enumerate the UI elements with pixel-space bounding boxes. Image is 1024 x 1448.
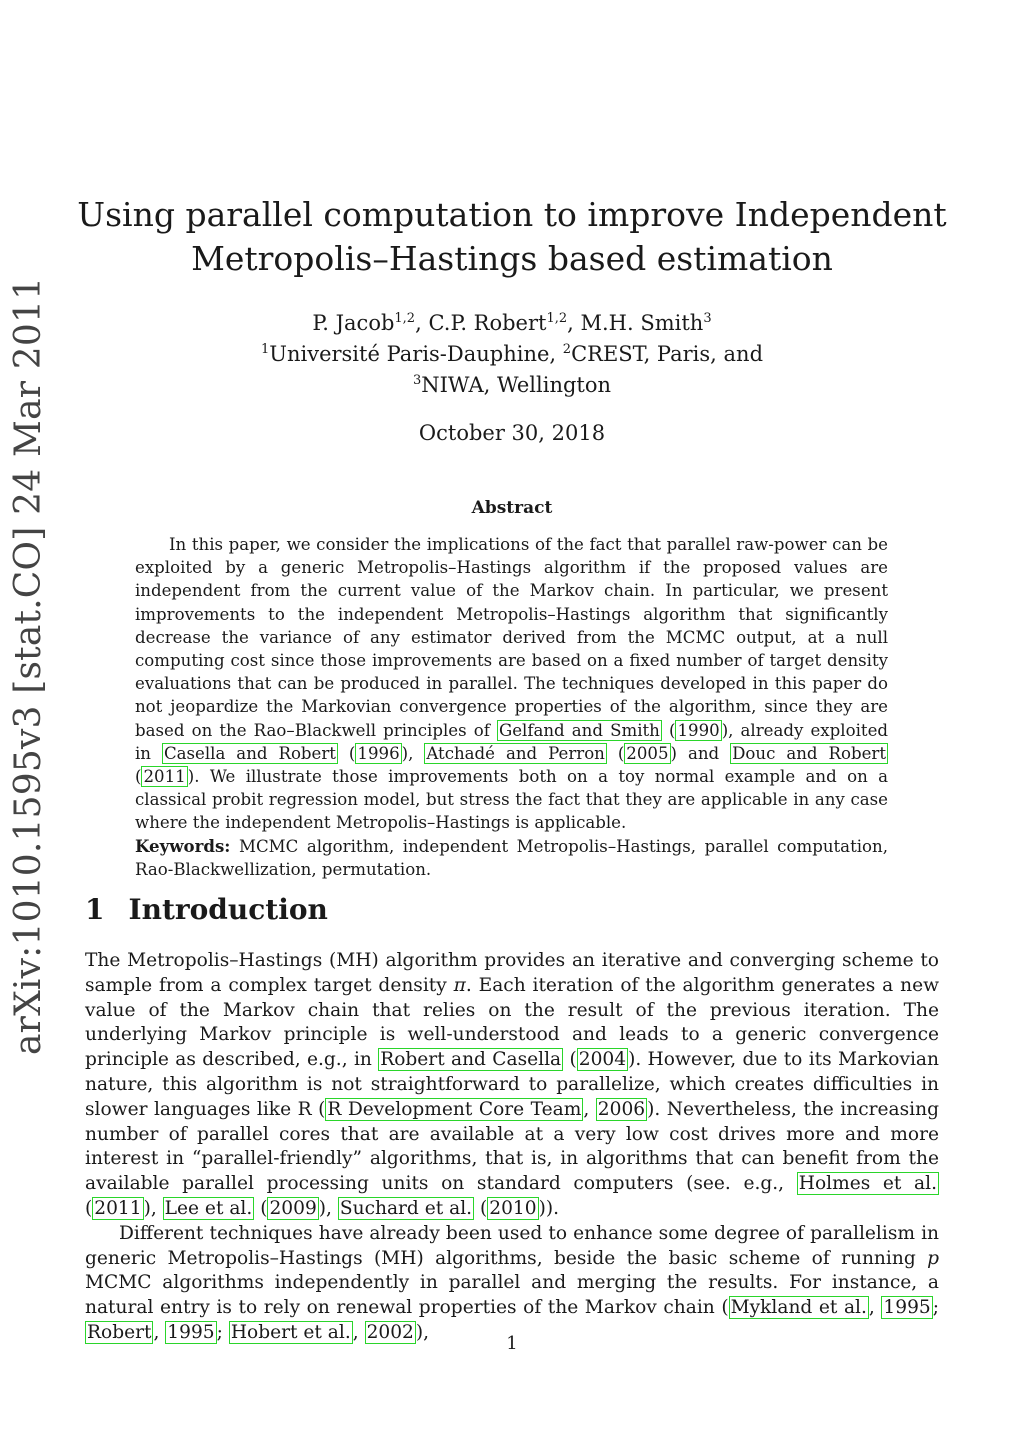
abstract-heading: Abstract <box>471 498 553 518</box>
arxiv-identifier: arXiv:1010.1595v3 [stat.CO] 24 Mar 2011 <box>8 276 49 1055</box>
citation-link[interactable]: Douc and Robert <box>732 743 886 763</box>
citation-year-link[interactable]: 1990 <box>677 720 720 740</box>
citation-link[interactable]: R Development Core Team <box>327 1098 582 1120</box>
affiliations-line-1: $^1$Université Paris-Dauphine, $^2$CREST, Paris, and <box>260 342 764 366</box>
paper-date: October 30, 2018 <box>418 421 606 445</box>
citation-year-link[interactable]: 2011 <box>143 767 186 787</box>
citation-year-link[interactable]: 2002 <box>366 1321 414 1343</box>
citation-link[interactable]: Robert <box>87 1321 152 1343</box>
paper-title-line-1: Using parallel computation to improve Independent <box>77 195 947 234</box>
abstract-body <box>135 533 888 881</box>
paper-title-line-2: Metropolis–Hastings based estimation <box>191 239 833 278</box>
citation-year-link[interactable]: 2006 <box>597 1098 646 1120</box>
intro-paragraph-2: Different techniques have already been used to enhance some degree of parallelism in generic Metropolis–Hastings (MH) algorithms, beside the basic scheme of running p MCMC algorithms independently in parallel and merging the results. For instance, a natural entry is to rely on renewal properties of the Markov chain ( Mykland et al. , 1995 ; Robert , 1995 ; Hobert et al. , 2002 ), <box>85 1222 939 1343</box>
keywords: Keywords: MCMC algorithm, independent Metropolis–Hastings, parallel computation, Rao-Blackwellization, permutation. <box>135 835 889 879</box>
citation-link[interactable]: Gelfand and Smith <box>498 720 660 740</box>
citation-link[interactable]: Lee et al. <box>164 1197 253 1219</box>
keywords-label: Keywords: <box>135 835 231 856</box>
citation-year-link[interactable]: 2011 <box>94 1197 142 1219</box>
citation-year-link[interactable]: 1996 <box>357 743 400 763</box>
author-list: P. Jacob$^{1,2}$, C.P. Robert$^{1,2}$, M.H. Smith$^3$ <box>312 311 712 335</box>
citation-year-link[interactable]: 1995 <box>883 1297 931 1319</box>
section-heading: 1 Introduction <box>85 893 328 926</box>
page-number: 1 <box>506 1333 518 1354</box>
citation-link[interactable]: Robert and Casella <box>380 1049 562 1071</box>
citation-link[interactable]: Casella and Robert <box>163 743 336 763</box>
citation-year-link[interactable]: 1995 <box>167 1321 215 1343</box>
citation-link[interactable]: Mykland et al. <box>730 1297 867 1319</box>
abstract-paragraph: In this paper, we consider the implications of the fact that parallel raw-power can be exploited by a generic Metropolis–Hastings algorithm if the proposed values are independent from the current value of the Markov chain. In particular, we present improvements to the independent Metropolis–Hastings algorithm that significantly decrease the variance of any estimator derived from the MCMC output, at a null computing cost since those improvements are based on a fixed number of target density evaluations that can be produced in parallel. The techniques developed in this paper do not jeopardize the Markovian convergence properties of the algorithm, since they are based on the Rao–Blackwell principles of Gelfand and Smith ( 1990 ), already exploited in Casella and Robert ( 1996 ), Atchadé and Perron ( 2005 ) and Douc and Robert ( 2011 ). We illustrate those improvements both on a toy normal example and on a classical probit regression model, but stress the fact that they are applicable in any case where the independent Metropolis–Hastings is applicable. <box>135 535 889 833</box>
affiliations-line-2: $^3$NIWA, Wellington <box>412 373 612 397</box>
citation-year-link[interactable]: 2005 <box>626 743 669 763</box>
intro-paragraph-1: The Metropolis–Hastings (MH) algorithm provides an iterative and converging scheme to sample from a complex target density π. Each iteration of the algorithm generates a new value of the Markov chain that relies on the result of the previous iteration. The underlying Markov principle is well-understood and leads to a generic convergence principle as described, e.g., in Robert and Casella ( 2004 ). However, due to its Markovian nature, this algorithm is not straightforward to parallelize, which creates difficulties in slower languages like R ( R Development Core Team , 2006 ). Nevertheless, the increasing number of parallel cores that are available at a very low cost drives more and more interest in “parallel-friendly” algorithms, that is, in algorithms that can benefit from the available parallel processing units on standard computers (see. e.g., Holmes et al. ( 2011 ), Lee et al. ( 2009 ), Suchard et al. ( 2010 )). <box>85 950 939 1219</box>
citation-year-link[interactable]: 2009 <box>269 1197 317 1219</box>
citation-year-link[interactable]: 2004 <box>578 1049 627 1071</box>
citation-link[interactable]: Hobert et al. <box>230 1321 351 1343</box>
citation-link[interactable]: Holmes et al. <box>798 1173 937 1195</box>
citation-link[interactable]: Atchadé and Perron <box>426 743 605 763</box>
intro-body <box>85 949 939 1346</box>
citation-link[interactable]: Suchard et al. <box>339 1197 473 1219</box>
citation-year-link[interactable]: 2010 <box>489 1197 537 1219</box>
